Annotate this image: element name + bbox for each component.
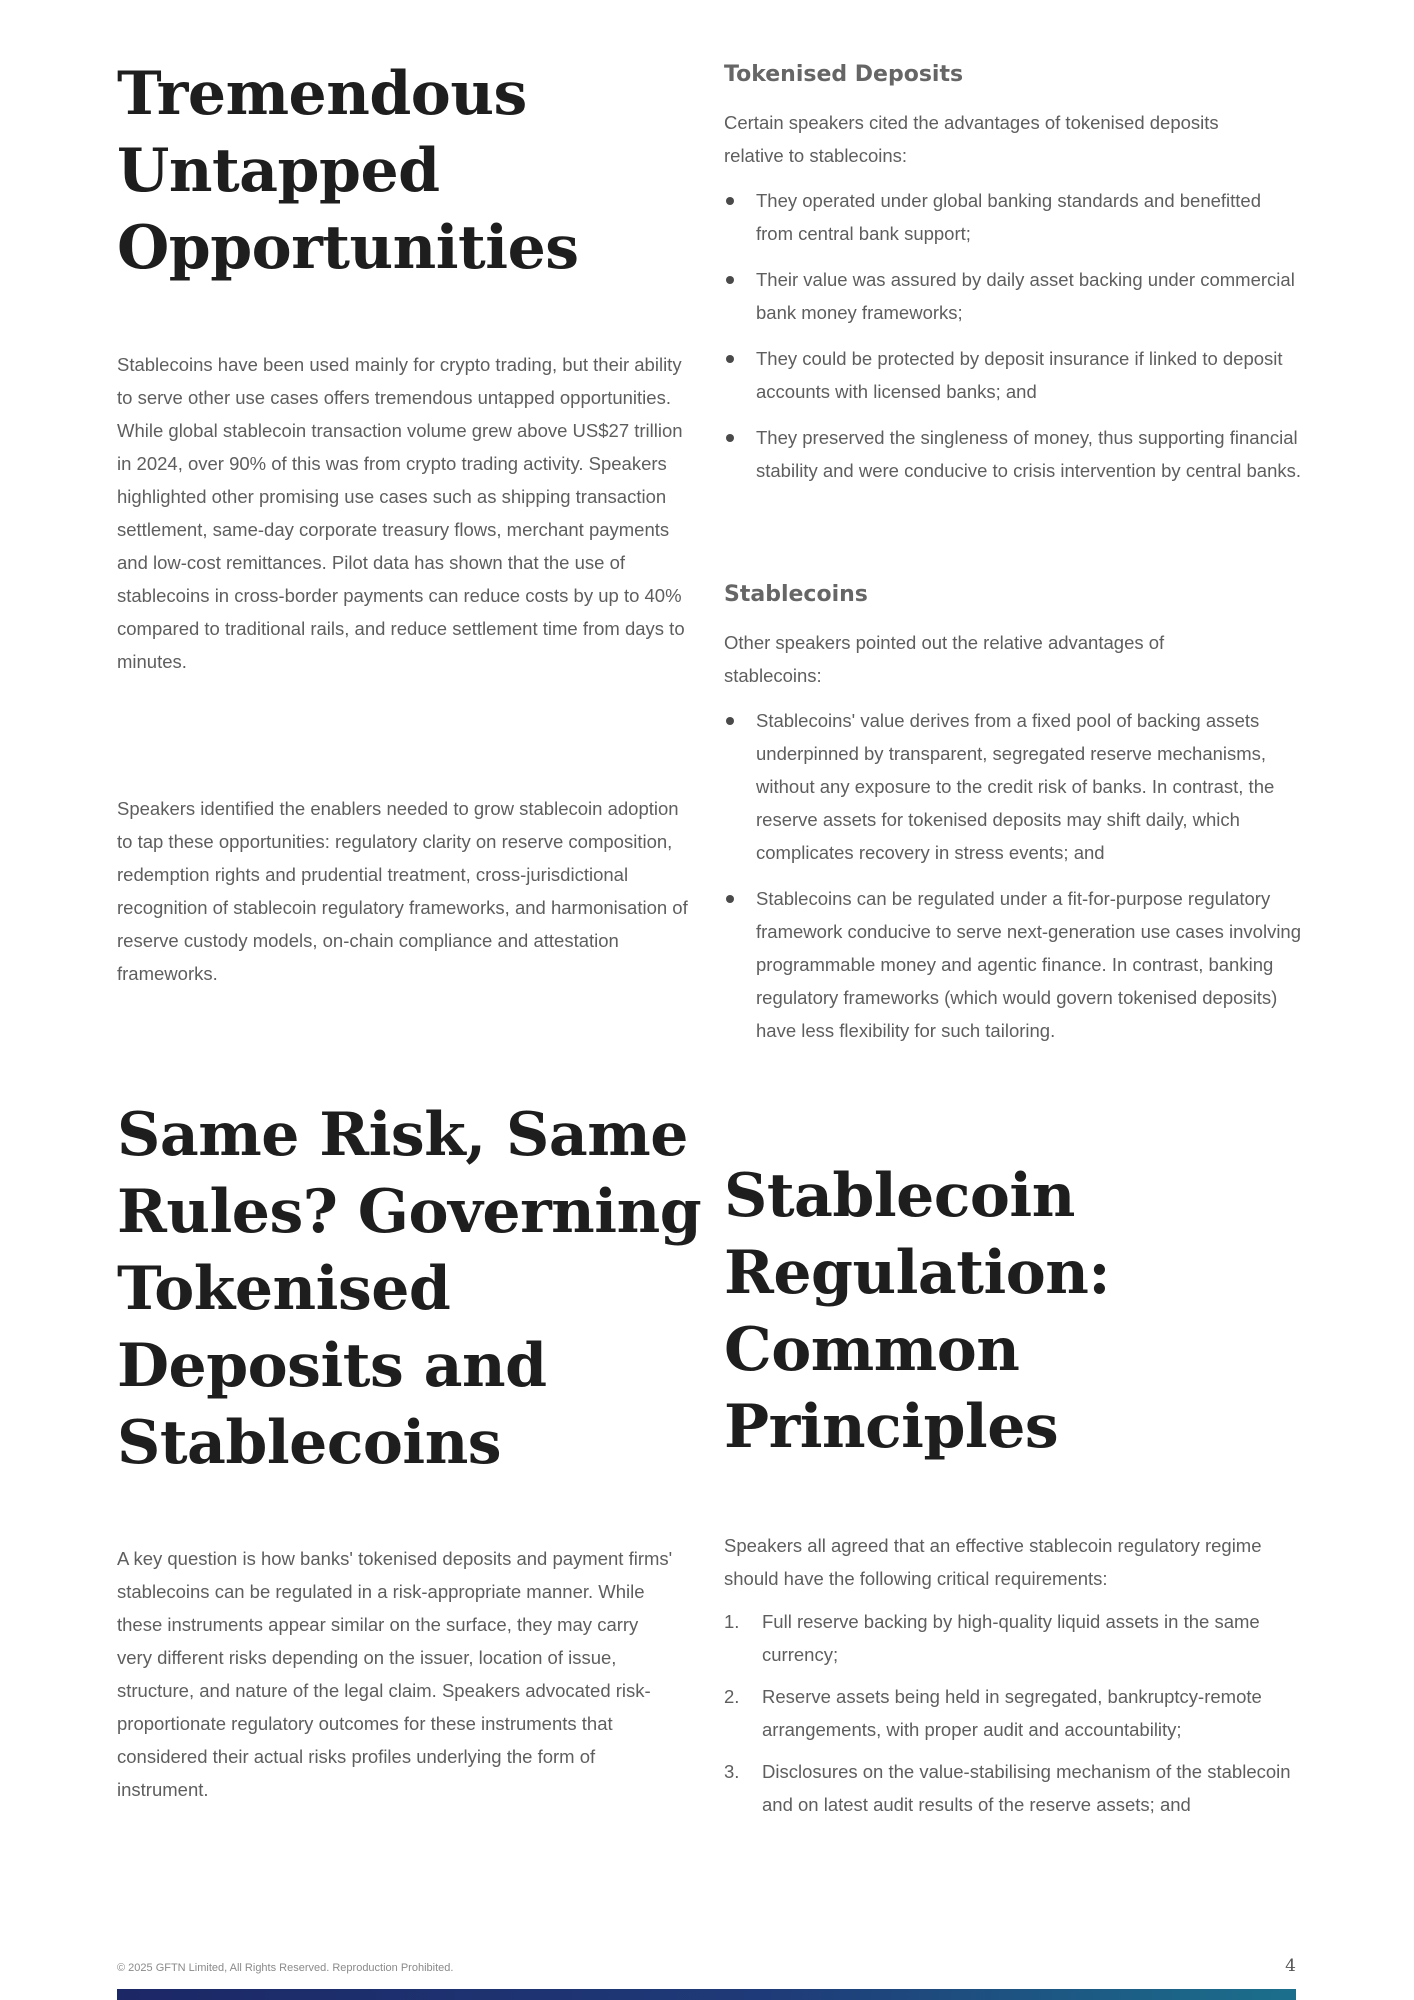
paragraph-tokenised-intro: Certain speakers cited the advantages of tokenised deposits relative to stablecoins: bbox=[724, 112, 1219, 166]
list-item bbox=[724, 1605, 1302, 1671]
tokenised-advantages-list bbox=[724, 184, 1302, 487]
list-number: 2. bbox=[724, 1686, 740, 1707]
list-item-text: Stablecoins can be regulated under a fit-for-purpose regulatory framework conducive to serve next-generation use cases involving programmable money and agentic finance. In contrast, banking regulatory frameworks (which would govern tokenised deposits) have less flexibility for such tailoring. bbox=[756, 888, 1302, 1041]
list-item bbox=[724, 342, 1302, 408]
list-item-text: They operated under global banking standards and benefitted from central bank support; bbox=[756, 190, 1262, 244]
list-number: 1. bbox=[724, 1611, 740, 1632]
heading-line: Stablecoin bbox=[724, 1161, 1075, 1231]
list-item bbox=[724, 1680, 1302, 1746]
list-item bbox=[724, 704, 1302, 869]
heading-line: Stablecoins bbox=[117, 1408, 502, 1478]
heading-line: Regulation: bbox=[724, 1238, 1111, 1308]
heading-line: Deposits and bbox=[117, 1331, 547, 1401]
paragraph-stablecoins-intro: Other speakers pointed out the relative advantages of stablecoins: bbox=[724, 632, 1165, 686]
subheading-stablecoins: Stablecoins bbox=[724, 582, 868, 607]
list-item-text: Their value was assured by daily asset backing under commercial bank money frameworks; bbox=[756, 269, 1295, 323]
heading-same-risk-same-rules bbox=[117, 1097, 717, 1482]
list-item bbox=[724, 882, 1302, 1047]
list-item-text: They preserved the singleness of money, thus supporting financial stability and were conducive to crisis intervention by central banks. bbox=[756, 427, 1301, 481]
list-item bbox=[724, 184, 1302, 250]
heading-stablecoin-regulation bbox=[724, 1158, 1302, 1466]
heading-line: Opportunities bbox=[117, 213, 579, 283]
heading-line: Same Risk, Same bbox=[117, 1100, 688, 1170]
stablecoin-advantages-list bbox=[724, 704, 1302, 1047]
principles-list bbox=[724, 1605, 1302, 1821]
list-item bbox=[724, 421, 1302, 487]
subheading-tokenised-deposits: Tokenised Deposits bbox=[724, 62, 964, 87]
heading-line: Tokenised bbox=[117, 1254, 451, 1324]
heading-line: Untapped bbox=[117, 136, 440, 206]
footer-gradient-bar bbox=[117, 1989, 1296, 2000]
paragraph-principles-intro: Speakers all agreed that an effective stablecoin regulatory regime should have the following critical requirements: bbox=[724, 1535, 1262, 1589]
heading-line: Principles bbox=[724, 1392, 1059, 1462]
list-item-text: Disclosures on the value-stabilising mechanism of the stablecoin and on latest audit results of the reserve assets; and bbox=[762, 1761, 1291, 1815]
list-item bbox=[724, 263, 1302, 329]
list-item-text: They could be protected by deposit insurance if linked to deposit accounts with licensed banks; and bbox=[756, 348, 1283, 402]
list-item-text: Reserve assets being held in segregated, bankruptcy-remote arrangements, with proper audit and accountability; bbox=[762, 1686, 1262, 1740]
heading-line: Tremendous bbox=[117, 59, 527, 129]
heading-line: Rules? Governing bbox=[117, 1177, 702, 1247]
list-item-text: Stablecoins' value derives from a fixed pool of backing assets underpinned by transparent, segregated reserve mechanisms, without any exposure to the credit risk of banks. In contrast, the reserve assets for tokenised deposits may shift daily, which complicates recovery in stress events; and bbox=[756, 710, 1275, 863]
paragraph-key-question: A key question is how banks' tokenised deposits and payment firms' stablecoins can be regulated in a risk-appropriate manner. While these instruments appear similar on the surface, they may carry very different risks depending on the issuer, location of issue, structure, and nature of the legal claim. Speakers advocated risk-proportionate regulatory outcomes for these instruments that considered their actual risks profiles underlying the form of instrument. bbox=[117, 1548, 673, 1800]
footer-copyright: © 2025 GFTN Limited, All Rights Reserved. Reproduction Prohibited. bbox=[117, 1962, 454, 1974]
list-number: 3. bbox=[724, 1761, 740, 1782]
paragraph-enablers: Speakers identified the enablers needed to grow stablecoin adoption to tap these opportunities: regulatory clarity on reserve composition, redemption rights and prudential treatment, cross-jurisdictional recognition of stablecoin regulatory frameworks, and harmonisation of reserve custody models, on-chain compliance and attestation frameworks. bbox=[117, 798, 688, 984]
heading-line: Common bbox=[724, 1315, 1020, 1385]
list-item bbox=[724, 1755, 1302, 1821]
heading-tremendous-untapped-opportunities bbox=[117, 56, 695, 287]
paragraph-opportunities: Stablecoins have been used mainly for crypto trading, but their ability to serve other use cases offers tremendous untapped opportunities. While global stablecoin transaction volume grew above US$27 trillion in 2024, over 90% of this was from crypto trading activity. Speakers highlighted other promising use cases such as shipping transaction settlement, same-day corporate treasury flows, merchant payments and low-cost remittances. Pilot data has shown that the use of stablecoins in cross-border payments can reduce costs by up to 40% compared to traditional rails, and reduce settlement time from days to minutes. bbox=[117, 354, 685, 672]
page-number: 4 bbox=[1285, 1956, 1296, 1976]
list-item-text: Full reserve backing by high-quality liquid assets in the same currency; bbox=[762, 1611, 1260, 1665]
